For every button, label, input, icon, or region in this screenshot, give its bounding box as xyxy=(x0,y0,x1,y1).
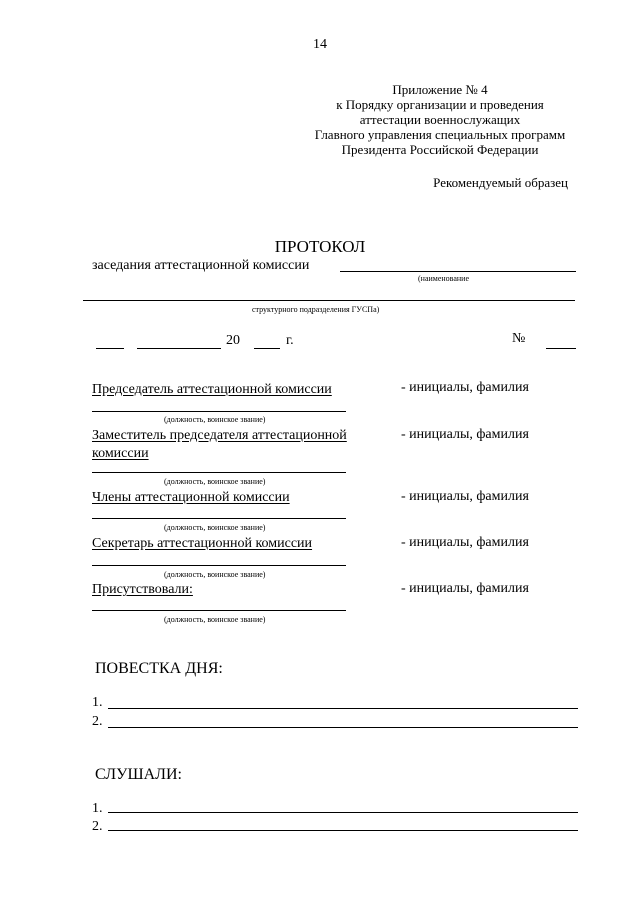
name-hint: - инициалы, фамилия xyxy=(401,535,529,550)
name-hint: - инициалы, фамилия xyxy=(401,489,529,504)
position-line[interactable] xyxy=(92,610,346,611)
number-line[interactable] xyxy=(546,348,576,349)
agenda-item-number: 1. xyxy=(92,695,103,710)
position-caption: (должность, воинское звание) xyxy=(164,523,266,532)
role-secretary: Секретарь аттестационной комиссии xyxy=(92,536,313,551)
agenda-item-line[interactable] xyxy=(108,727,578,728)
name-hint: - инициалы, фамилия xyxy=(401,427,529,442)
commission-name-line[interactable] xyxy=(340,271,576,272)
role-deputy-chairman: Заместитель председателя аттестационной комиссии xyxy=(92,428,347,461)
appendix-block xyxy=(300,82,580,157)
year-suffix: г. xyxy=(286,333,294,348)
role-chairman: Председатель аттестационной комиссии xyxy=(92,382,332,397)
agenda-item-line[interactable] xyxy=(108,708,578,709)
position-line[interactable] xyxy=(92,472,346,473)
position-line[interactable] xyxy=(92,411,346,412)
subdivision-caption: структурного подразделения ГУСПа) xyxy=(252,305,380,314)
protocol-title: ПРОТОКОЛ xyxy=(274,237,366,256)
heard-title: СЛУШАЛИ: xyxy=(95,766,182,783)
date-year-line[interactable] xyxy=(254,348,280,349)
heard-item-number: 2. xyxy=(92,819,103,834)
date-month-line[interactable] xyxy=(137,348,221,349)
position-caption: (должность, воинское звание) xyxy=(164,477,266,486)
date-day-line[interactable] xyxy=(96,348,124,349)
heard-item-line[interactable] xyxy=(108,812,578,813)
year-prefix: 20 xyxy=(226,333,240,348)
role-members: Члены аттестационной комиссии xyxy=(92,490,290,505)
appendix-line: Президента Российской Федерации xyxy=(341,142,539,157)
position-caption: (должность, воинское звание) xyxy=(164,415,266,424)
appendix-line: к Порядку организации и проведения xyxy=(336,97,544,112)
agenda-item-number: 2. xyxy=(92,714,103,729)
heard-item-number: 1. xyxy=(92,801,103,816)
name-hint: - инициалы, фамилия xyxy=(401,581,529,596)
position-line[interactable] xyxy=(92,565,346,566)
appendix-line: Главного управления специальных программ xyxy=(314,127,566,142)
appendix-line: аттестации военнослужащих xyxy=(359,112,521,127)
position-line[interactable] xyxy=(92,518,346,519)
protocol-subtitle: заседания аттестационной комиссии xyxy=(92,258,310,273)
number-sign: № xyxy=(512,331,526,346)
page-number: 14 xyxy=(313,37,327,52)
recommended-sample: Рекомендуемый образец xyxy=(433,175,568,190)
heard-item-line[interactable] xyxy=(108,830,578,831)
position-caption: (должность, воинское звание) xyxy=(164,615,266,624)
position-caption: (должность, воинское звание) xyxy=(164,570,266,579)
name-hint: - инициалы, фамилия xyxy=(401,380,529,395)
naming-caption: (наименование xyxy=(418,274,470,283)
appendix-line: Приложение № 4 xyxy=(392,82,488,97)
role-present: Присутствовали: xyxy=(92,582,193,597)
agenda-title: ПОВЕСТКА ДНЯ: xyxy=(95,660,223,677)
subdivision-line[interactable] xyxy=(83,300,575,301)
